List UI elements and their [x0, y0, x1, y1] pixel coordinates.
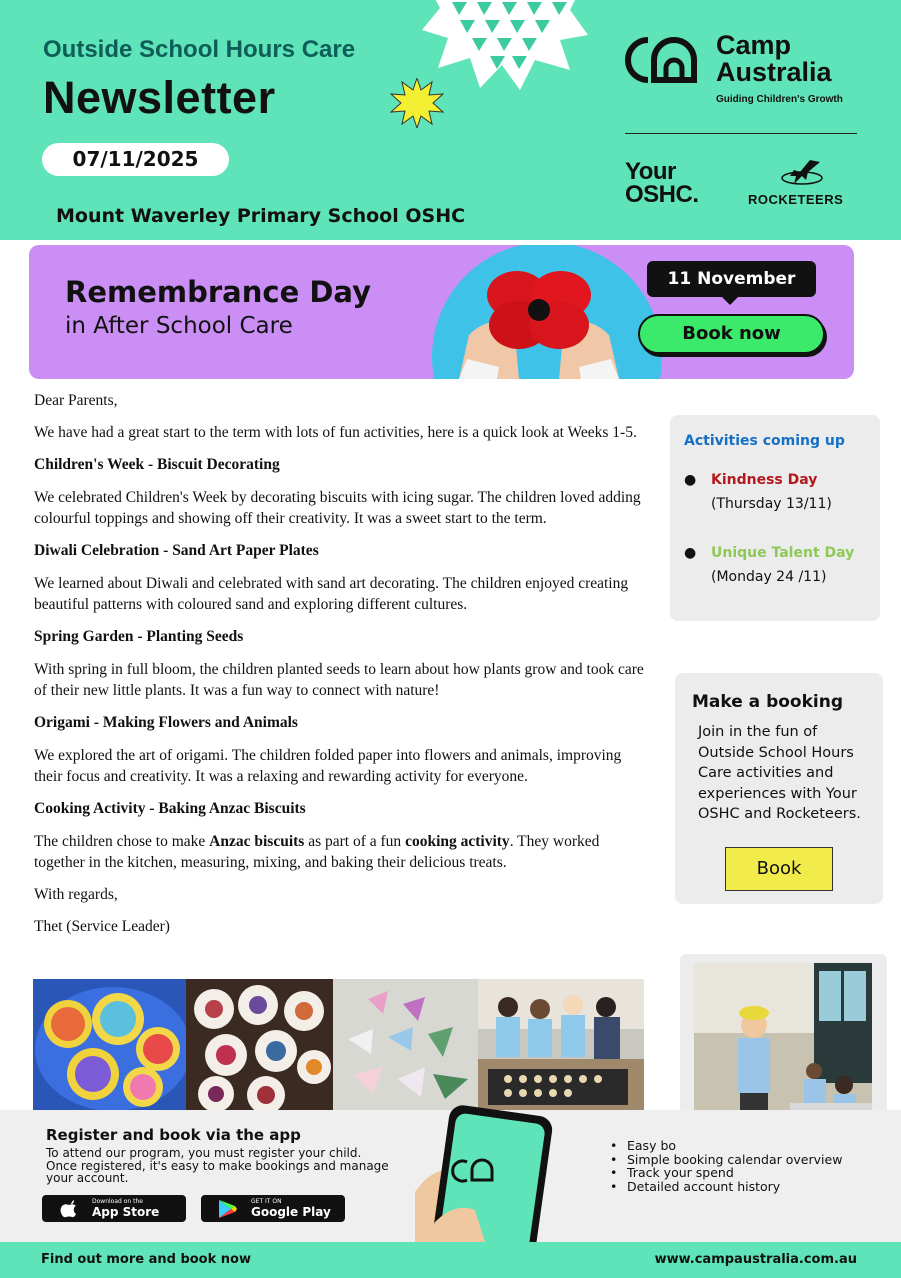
booking-description: Join in the fun of Outside School Hours Care activities and experiences with Your OSHC and Rocketeers. — [698, 724, 861, 822]
app-store-badge[interactable] — [42, 1195, 186, 1222]
your-oshc-logo: Your OSHC. — [625, 158, 699, 208]
make-a-booking-panel — [675, 673, 883, 904]
app-promo-section — [0, 1110, 901, 1242]
feature-item: • Simple booking calendar overview — [608, 1153, 842, 1167]
book-now-button[interactable]: Book now — [638, 314, 825, 354]
remembrance-day-banner — [29, 245, 854, 379]
bullet-icon: ● — [684, 472, 697, 488]
school-name: Mount Waverley Primary School OSHC — [56, 205, 466, 227]
newsletter-date: 07/11/2025 — [42, 143, 229, 176]
app-promo-title: Register and book via the app — [46, 1126, 301, 1144]
sand-art-plates-photo — [186, 979, 333, 1110]
camp-australia-logo-icon — [620, 32, 712, 88]
newsletter-header — [0, 0, 901, 240]
activity-item — [684, 468, 874, 516]
greeting: Dear Parents, — [34, 392, 118, 409]
section-heading: Spring Garden - Planting Seeds — [34, 628, 244, 645]
section-body: We celebrated Children's Week by decorating biscuits with icing sugar. The children loved adding colourful toppings and showing off their creativity. It was a sweet start to the term. — [34, 489, 641, 527]
section-heading: Origami - Making Flowers and Animals — [34, 714, 298, 731]
rocket-icon — [780, 158, 824, 188]
googleplay-small-text: GET IT ON — [251, 1198, 282, 1205]
section-body: We explored the art of origami. The children folded paper into flowers and animals, improving their focus and creativity. It was a relaxing and rewarding activity for everyone. — [34, 747, 622, 785]
activity-name: Unique Talent Day — [711, 545, 855, 561]
poppy-in-hands-image — [459, 255, 619, 379]
appstore-small-text: Download on the — [92, 1198, 143, 1205]
activity-item — [684, 541, 874, 589]
banner-subtitle: in After School Care — [65, 313, 293, 339]
bullet-icon: ● — [684, 545, 697, 561]
newsletter-title: Newsletter — [43, 72, 276, 123]
banner-title: Remembrance Day — [65, 275, 371, 309]
activity-date: (Monday 24 /11) — [711, 569, 827, 585]
activities-title: Activities coming up — [684, 433, 845, 449]
biscuit-decorating-photo — [33, 979, 186, 1110]
feature-item: • Detailed account history — [608, 1180, 842, 1194]
apple-icon — [58, 1200, 80, 1218]
origami-photo — [333, 979, 478, 1110]
feature-item: • Track your spend — [608, 1166, 842, 1180]
booking-title: Make a booking — [692, 692, 844, 712]
appstore-big-text: App Store — [92, 1205, 160, 1219]
google-play-badge[interactable] — [201, 1195, 345, 1222]
signature: Thet (Service Leader) — [34, 918, 170, 935]
phone-in-hand-illustration — [415, 1102, 585, 1242]
callout-tail — [721, 296, 739, 305]
app-promo-description: To attend our program, you must register your child. Once registered, it's easy to make bookings and manage your account. — [46, 1146, 389, 1185]
header-divider — [625, 133, 857, 134]
banner-date-callout: 11 November — [647, 261, 816, 297]
section-body: With spring in full bloom, the children planted seeds to learn about how plants grow and took care of their new little plants. It was a fun way to connect with nature! — [34, 661, 644, 699]
intro-paragraph: We have had a great start to the term with lots of fun activities, here is a quick look at Weeks 1-5. — [34, 424, 637, 441]
feature-item: • Easy bo — [608, 1139, 842, 1153]
brand-tagline: Guiding Children's Growth — [716, 94, 843, 105]
triangle-star-decoration — [420, 0, 590, 90]
book-button[interactable]: Book — [725, 847, 833, 891]
app-features-list — [608, 1139, 842, 1194]
closing: With regards, — [34, 886, 118, 903]
googleplay-big-text: Google Play — [251, 1205, 331, 1219]
program-subtitle: Outside School Hours Care — [43, 36, 356, 63]
activity-date: (Thursday 13/11) — [711, 496, 832, 512]
google-play-icon — [217, 1200, 237, 1218]
website-link[interactable]: www.campaustralia.com.au — [654, 1252, 857, 1267]
footer-cta: Find out more and book now — [41, 1252, 251, 1267]
cooking-activity-photo — [478, 979, 644, 1110]
camp-australia-brand: Camp Australia — [716, 30, 832, 87]
newsletter-letter — [34, 390, 649, 948]
yellow-burst-decoration — [390, 78, 444, 128]
section-body: We learned about Diwali and celebrated with sand art decorating. The children enjoyed creating beautiful patterns with coloured sand and exploring different cultures. — [34, 575, 629, 613]
activity-name: Kindness Day — [711, 472, 818, 488]
activities-coming-up-panel — [670, 415, 880, 621]
section-body: The children chose to make Anzac biscuits as part of a fun cooking activity. They worked together in the kitchen, measuring, mixing, and baking their delicious treats. — [34, 833, 600, 871]
section-heading: Children's Week - Biscuit Decorating — [34, 456, 280, 473]
section-heading: Cooking Activity - Baking Anzac Biscuits — [34, 800, 306, 817]
section-heading: Diwali Celebration - Sand Art Paper Plates — [34, 542, 319, 559]
footer-bar — [0, 1242, 901, 1278]
rocketeers-logo: ROCKETEERS — [748, 192, 844, 207]
